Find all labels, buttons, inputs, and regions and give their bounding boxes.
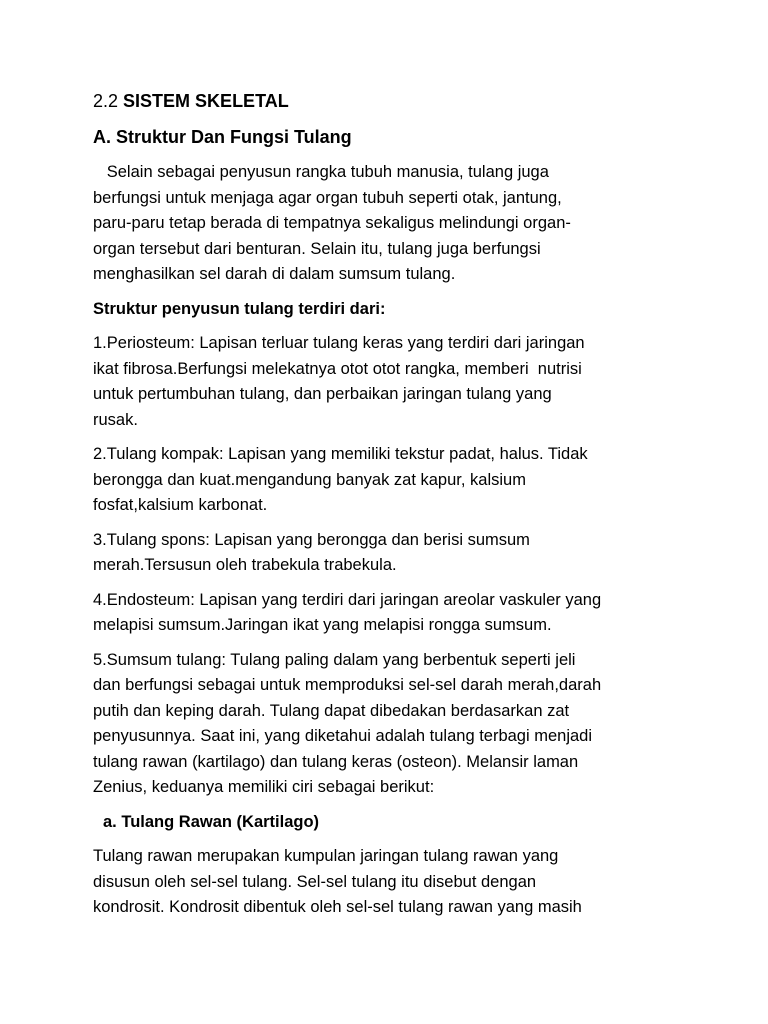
text-line: kondrosit. Kondrosit dibentuk oleh sel-sel tulang rawan yang masih xyxy=(93,898,582,916)
list-item-periosteum xyxy=(93,331,683,433)
text-line: disusun oleh sel-sel tulang. Sel-sel tulang itu disebut dengan xyxy=(93,872,537,891)
text-line: paru-paru tetap berada di tempatnya sekaligus melindungi organ- xyxy=(93,214,571,232)
text-line: ikat fibrosa.Berfungsi melekatnya otot otot rangka, memberi nutrisi xyxy=(93,359,582,378)
cartilage-paragraph xyxy=(93,844,683,921)
text-line: untuk pertumbuhan tulang, dan perbaikan jaringan tulang yang xyxy=(93,385,552,403)
text-line: 2.Tulang kompak: Lapisan yang memiliki tekstur padat, halus. Tidak xyxy=(93,445,588,463)
text-line: berfungsi untuk menjaga agar organ tubuh seperti otak, jantung, xyxy=(93,188,562,207)
section-title: SISTEM SKELETAL xyxy=(123,91,289,111)
list-item-bone-marrow xyxy=(93,648,683,801)
text-line: menghasilkan sel darah di dalam sumsum tulang. xyxy=(93,265,456,283)
text-line: dan berfungsi sebagai untuk memproduksi sel-sel darah merah,darah xyxy=(93,676,602,694)
text-line: putih dan keping darah. Tulang dapat dibedakan berdasarkan zat xyxy=(93,701,570,720)
section-heading xyxy=(93,86,683,116)
text-line: penyusunnya. Saat ini, yang diketahui adalah tulang terbagi menjadi xyxy=(93,727,593,745)
text-line: Selain sebagai penyusun rangka tubuh manusia, tulang juga xyxy=(93,163,549,181)
structure-heading: Struktur penyusun tulang terdiri dari: xyxy=(93,299,386,318)
text-line: berongga dan kuat.mengandung banyak zat kapur, kalsium xyxy=(93,470,526,489)
text-line: melapisi sumsum.Jaringan ikat yang melapisi rongga sumsum. xyxy=(93,616,552,634)
section-number: 2.2 xyxy=(93,91,119,111)
text-line: organ tersebut dari benturan. Selain itu, tulang juga berfungsi xyxy=(93,239,541,258)
intro-paragraph xyxy=(93,160,683,288)
text-line: Tulang rawan merupakan kumpulan jaringan tulang rawan yang xyxy=(93,847,559,865)
document-page xyxy=(93,86,683,930)
subsection-a-title: A. Struktur Dan Fungsi Tulang xyxy=(93,127,352,147)
text-line: Zenius, keduanya memiliki ciri sebagai berikut: xyxy=(93,778,435,796)
text-line: rusak. xyxy=(93,410,138,429)
text-line: 1.Periosteum: Lapisan terluar tulang keras yang terdiri dari jaringan xyxy=(93,334,585,352)
list-item-compact-bone xyxy=(93,442,683,519)
list-item-spongy-bone xyxy=(93,528,683,579)
text-line: 5.Sumsum tulang: Tulang paling dalam yang berbentuk seperti jeli xyxy=(93,650,576,669)
text-line: tulang rawan (kartilago) dan tulang keras (osteon). Melansir laman xyxy=(93,752,579,771)
subsection-cartilage-title: a. Tulang Rawan (Kartilago) xyxy=(103,812,320,831)
text-line: merah.Tersusun oleh trabekula trabekula. xyxy=(93,556,397,574)
text-line: 3.Tulang spons: Lapisan yang berongga dan berisi sumsum xyxy=(93,530,530,549)
text-line: 4.Endosteum: Lapisan yang terdiri dari jaringan areolar vaskuler yang xyxy=(93,590,602,609)
list-item-endosteum xyxy=(93,588,683,639)
text-line: fosfat,kalsium karbonat. xyxy=(93,496,268,514)
